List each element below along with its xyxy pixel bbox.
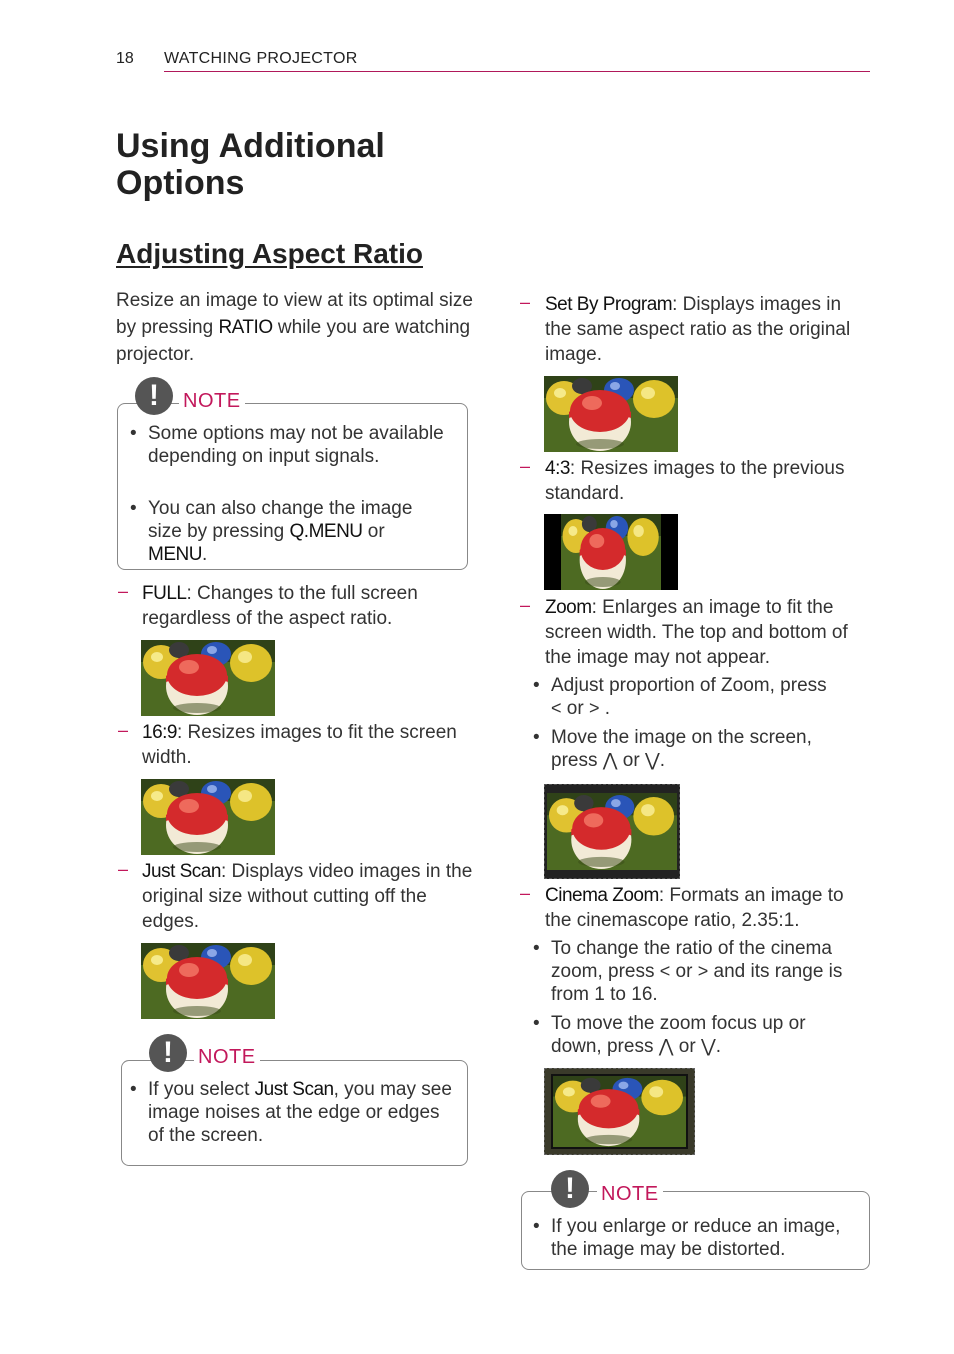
cinema-example-inner — [551, 1074, 688, 1149]
note1-period: . — [201, 544, 208, 565]
zoom-bullet-2-text: Move the image on the screen, press — [551, 727, 812, 771]
dash-43: – — [520, 456, 531, 476]
ratio-169-key: 16:9 — [142, 722, 177, 743]
justscan-example-image — [141, 943, 275, 1019]
note-label-2: NOTE — [194, 1046, 260, 1069]
item-169 — [142, 720, 472, 770]
item-zoom — [545, 595, 870, 670]
cinema-key: Cinema Zoom — [545, 885, 659, 906]
down-arrow-icon: ⋁ — [644, 750, 660, 770]
exclamation-icon: ! — [149, 1034, 187, 1072]
zoom-example-frame — [544, 784, 680, 879]
ratio-43-key: 4:3 — [545, 458, 570, 479]
justscan-desc: : Displays video images in the original size without cutting off the edges. — [142, 861, 473, 932]
zoom-bullet-1-end: . — [599, 698, 611, 719]
dash-full: – — [118, 581, 129, 601]
item-justscan — [142, 859, 477, 934]
page-number: 18 — [116, 50, 134, 67]
item-full — [142, 581, 472, 631]
up-arrow-icon: ⋀ — [602, 750, 618, 770]
dash-setbyprogram: – — [520, 292, 531, 312]
intro-paragraph — [116, 287, 476, 368]
cinema-example-frame — [544, 1068, 695, 1155]
item-cinema — [545, 883, 865, 933]
ratio-43-desc: : Resizes images to the previous standard. — [545, 458, 845, 504]
zoom-bullet-2-or: or — [617, 750, 645, 771]
zoom-bullet-1-or: or — [561, 698, 589, 719]
full-example-image — [141, 640, 275, 716]
ratio-43-example-frame — [544, 514, 678, 590]
note1-bullet-2: • You can also change the image size by pressing Q.MENU or MENU. — [130, 498, 413, 565]
header-rule — [164, 71, 870, 72]
cinema-bullet-1-end: and its range is from 1 to 16. — [551, 961, 843, 1005]
section-header: WATCHING PROJECTOR — [164, 50, 358, 67]
note1-bullet-2-text: You can also change the image size by pressing — [148, 498, 413, 542]
item-setbyprogram — [545, 292, 865, 367]
left-arrow-icon: < — [551, 698, 562, 718]
cinema-bullet-2: • To move the zoom focus up or down, press ⋀ or ⋁. — [533, 1013, 806, 1057]
dash-justscan: – — [118, 859, 129, 879]
right-arrow-icon: > — [588, 698, 600, 718]
zoom-bullet-1: • Adjust proportion of Zoom, press < or > . — [533, 675, 827, 719]
note-label-3: NOTE — [597, 1183, 663, 1206]
intro-text: Resize an image to view at its optimal size by pressing — [116, 290, 473, 338]
note1-bullet-1-text: Some options may not be available depending on input signals. — [148, 423, 444, 467]
item-43 — [545, 456, 875, 506]
cinema-desc: : Formats an image to the cinemascope ratio, 2.35:1. — [545, 885, 844, 931]
note-label-1: NOTE — [179, 390, 245, 413]
cinema-bullet-1-text: To change the ratio of the cinema zoom, press — [551, 938, 832, 982]
ratio-169-desc: : Resizes images to fit the screen width. — [142, 722, 457, 768]
cinema-bullet-2-text: To move the zoom focus up or down, press — [551, 1013, 806, 1057]
cinema-bullet-1-or: or — [670, 961, 698, 982]
right-arrow-icon: > — [697, 961, 709, 981]
justscan-key: Just Scan — [142, 861, 221, 882]
setbyprogram-desc: : Displays images in the same aspect ratio as the original image. — [545, 294, 851, 365]
zoom-key: Zoom — [545, 597, 592, 618]
note2-justscan-key: Just Scan — [254, 1079, 334, 1100]
setbyprogram-example-image — [544, 376, 678, 452]
zoom-bullet-2: • Move the image on the screen, press ⋀ or ⋁. — [533, 727, 812, 771]
cinema-bullet-2-end: . — [715, 1036, 721, 1057]
up-arrow-icon: ⋀ — [658, 1036, 674, 1056]
note3-text: If you enlarge or reduce an image, the image may be distorted. — [551, 1216, 841, 1260]
cinema-bullet-2-or: or — [673, 1036, 701, 1057]
qmenu-key: Q.MENU — [289, 521, 363, 542]
full-key: FULL — [142, 583, 187, 604]
dash-169: – — [118, 720, 129, 740]
dash-cinema: – — [520, 883, 531, 903]
ratio-43-example-image — [561, 514, 661, 590]
intro-text-end: while you are watching projector. — [116, 317, 471, 365]
exclamation-icon: ! — [551, 1170, 589, 1208]
section-title: Adjusting Aspect Ratio — [116, 238, 423, 269]
left-arrow-icon: < — [659, 961, 671, 981]
exclamation-icon: ! — [135, 377, 173, 415]
note1-or: or — [362, 521, 385, 542]
note2-bullet: • If you select Just Scan, you may see image noises at the edge or edges of the screen. — [130, 1079, 452, 1146]
page-title: Using Additional Options — [116, 127, 385, 202]
note2-text: If you select — [148, 1079, 255, 1100]
note2-text-end: , you may see image noises at the edge or edges of the screen. — [148, 1079, 452, 1146]
cinema-bullet-1: • To change the ratio of the cinema zoom, press < or > and its range is from 1 to 16. — [533, 938, 843, 1005]
full-desc: : Changes to the full screen regardless of the aspect ratio. — [142, 583, 418, 629]
note1-bullet-1: • Some options may not be available depending on input signals. — [130, 423, 444, 467]
zoom-example-image — [547, 793, 677, 870]
zoom-bullet-2-end: . — [659, 750, 666, 771]
down-arrow-icon: ⋁ — [700, 1036, 716, 1056]
zoom-bullet-1-text: Adjust proportion of Zoom, press — [551, 675, 827, 696]
ratio-169-example-image — [141, 779, 275, 855]
setbyprogram-key: Set By Program — [545, 294, 673, 315]
cinema-example-image — [553, 1076, 686, 1147]
dash-zoom: – — [520, 595, 531, 615]
note3-bullet: • If you enlarge or reduce an image, the image may be distorted. — [533, 1216, 841, 1260]
ratio-key: RATIO — [218, 317, 273, 338]
menu-key: MENU — [148, 544, 202, 565]
zoom-desc: : Enlarges an image to fit the screen width. The top and bottom of the image may not appear. — [545, 597, 848, 668]
